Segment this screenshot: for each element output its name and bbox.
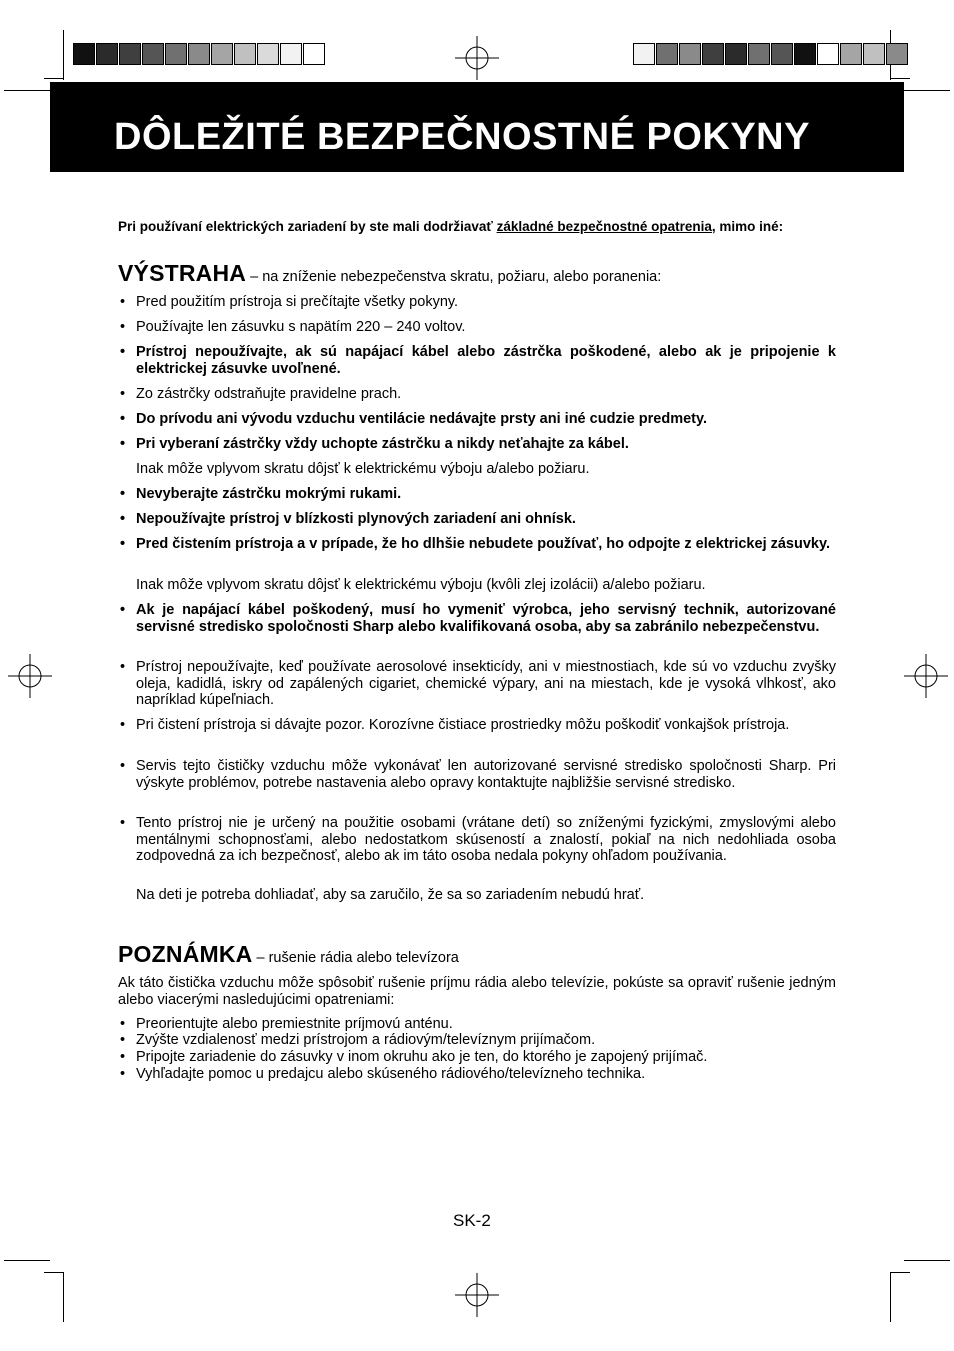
warning-item: • Nepoužívajte prístroj v blízkosti plynových zariadení ani ohnísk. [120,511,576,527]
color-swatch [771,43,793,65]
warning-heading [118,260,661,287]
intro-before: Pri používaní elektrických zariadení by ste mali dodržiavať [118,219,497,234]
color-swatch [656,43,678,65]
page-title: DÔLEŽITÉ BEZPEČNOSTNÉ POKYNY [114,116,810,158]
warning-item: • Ak je napájací kábel poškodený, musí ho vymeniť výrobca, jeho servisný technik, autorizované servisné stredisko spoločnosti Sharp alebo kvalifikovaná osoba, aby sa zabránilo nebezpečenstvu. [120,602,836,635]
warning-item: • Do prívodu ani vývodu vzduchu ventilácie nedávajte prsty ani iné cudzie predmety. [120,411,708,427]
color-swatch [211,43,233,65]
warning-item: • Tento prístroj nie je určený na použitie osobami (vrátane detí) so zníženými fyzickými, zmyslovými alebo mentálnymi schopnosťami, alebo nedostatkom skúseností a znalostí, pokiaľ na nich nedohliada osoba zodpovedná za ich bezpečnosť, alebo ak im táto osoba nedala pokyny ohľadom používania. [120,815,836,864]
intro-after: , mimo iné: [711,219,784,234]
color-swatch [748,43,770,65]
color-swatch [73,43,95,65]
color-swatch [257,43,279,65]
color-swatch [702,43,724,65]
color-bar-left [73,43,326,65]
color-swatch [142,43,164,65]
color-swatch [794,43,816,65]
warning-title: VÝSTRAHA [118,260,247,286]
title-banner [50,82,904,172]
warning-item: • Servis tejto čističky vzduchu môže vykonávať len autorizované servisné stredisko spoločnosti Sharp. Pri výskyte problémov, potrebe nastavenia alebo opravy kontaktujte najbližšie servisné stredisko. [120,758,836,791]
note-item: • Preorientujte alebo premiestnite príjmovú anténu. [120,1016,453,1032]
color-swatch [633,43,655,65]
warning-subtitle: – na zníženie nebezpečenstva skratu, požiaru, alebo poranenia: [246,269,662,285]
note-heading [118,941,459,968]
warning-item: • Pred čistením prístroja a v prípade, že ho dlhšie nebudete používať, ho odpojte z elektrickej zásuvky. [120,536,831,552]
note-item: • Vyhľadajte pomoc u predajcu alebo skúseného rádiového/televízneho technika. [120,1066,646,1082]
note-item: • Zvýšte vzdialenosť medzi prístrojom a rádiovým/televíznym prijímačom. [120,1032,596,1048]
color-swatch [679,43,701,65]
color-bar-right [633,43,909,65]
color-swatch [840,43,862,65]
registration-mark-top [455,36,499,80]
color-swatch [817,43,839,65]
color-swatch [303,43,325,65]
warning-item: • Prístroj nepoužívajte, keď používate aerosolové insekticídy, ani v miestnostiach, kde sú vo vzduchu zvyšky oleja, kadidlá, iskry od zapálených cigariet, chemické výpary, ani na miestach, kde je vysoká vlhkosť, ako napríklad kúpeľniach. [120,659,836,708]
warning-item: • Zo zástrčky odstraňujte pravidelne prach. [120,386,402,402]
color-swatch [165,43,187,65]
warning-note: Na deti je potreba dohliadať, aby sa zaručilo, že sa so zariadením nebudú hrať. [136,887,645,903]
intro-underlined: základné bezpečnostné opatrenia [496,219,712,234]
note-paragraph: Ak táto čistička vzduchu môže spôsobiť rušenie príjmu rádia alebo televízie, pokúste sa opraviť rušenie jedným alebo viacerými nasledujúcimi opatreniami: [118,975,836,1008]
registration-mark-left [8,654,52,698]
color-swatch [280,43,302,65]
color-swatch [96,43,118,65]
warning-item: • Pri čistení prístroja si dávajte pozor. Korozívne čistiace prostriedky môžu poškodiť vonkajšok prístroja. [120,717,790,733]
page-number: SK-2 [453,1211,491,1230]
color-swatch [188,43,210,65]
registration-mark-right [904,654,948,698]
color-swatch [119,43,141,65]
intro-text [118,219,783,234]
registration-mark-bottom [455,1273,499,1317]
warning-note: Inak môže vplyvom skratu dôjsť k elektrickému výboju a/alebo požiaru. [136,461,590,477]
note-subtitle: – rušenie rádia alebo televízora [252,950,459,966]
note-title: POZNÁMKA [118,941,253,967]
note-item: • Pripojte zariadenie do zásuvky v inom okruhu ako je ten, do ktorého je zapojený prijímač. [120,1049,708,1065]
warning-note: Inak môže vplyvom skratu dôjsť k elektrickému výboju (kvôli zlej izolácii) a/alebo požiaru. [136,577,706,593]
warning-item: • Pri vyberaní zástrčky vždy uchopte zástrčku a nikdy neťahajte za kábel. [120,436,629,452]
color-swatch [234,43,256,65]
color-swatch [886,43,908,65]
warning-item: • Nevyberajte zástrčku mokrými rukami. [120,486,402,502]
color-swatch [863,43,885,65]
warning-item: • Pred použitím prístroja si prečítajte všetky pokyny. [120,294,459,310]
color-swatch [725,43,747,65]
warning-item: • Prístroj nepoužívajte, ak sú napájací kábel alebo zástrčka poškodené, alebo ak je pripojenie k elektrickej zásuvke uvoľnené. [120,344,836,377]
warning-item: • Používajte len zásuvku s napätím 220 – 240 voltov. [120,319,466,335]
